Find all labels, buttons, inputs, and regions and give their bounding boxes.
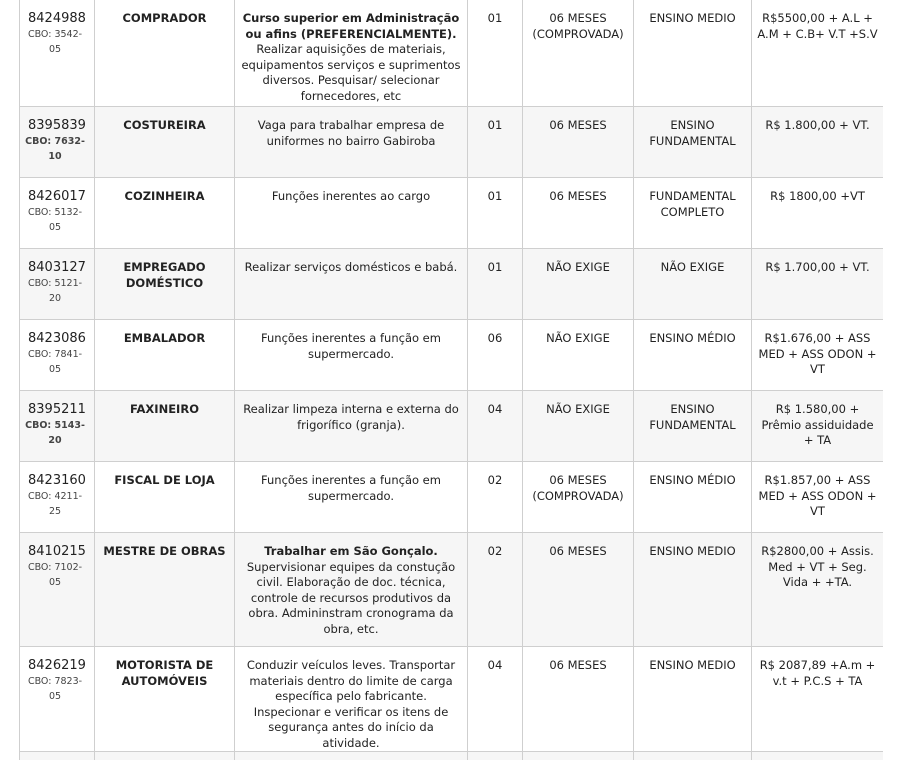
experience-required: NÃO EXIGE bbox=[523, 249, 634, 320]
cbo-code: CBO: 5132-05 bbox=[27, 207, 83, 233]
table-row bbox=[20, 391, 884, 462]
empty-cell bbox=[752, 752, 884, 760]
cbo-code: CBO: 7632-10 bbox=[25, 136, 85, 162]
job-code-cell bbox=[20, 647, 95, 752]
job-code: 8395211 bbox=[28, 402, 86, 417]
education-required: NÃO EXIGE bbox=[634, 249, 752, 320]
vacancies-count: 04 bbox=[468, 647, 523, 752]
cbo-code: CBO: 5121-20 bbox=[27, 278, 83, 304]
job-code: 8423160 bbox=[28, 473, 86, 488]
job-code-cell bbox=[20, 107, 95, 178]
job-title: EMPREGADO DOMÉSTICO bbox=[95, 249, 235, 320]
job-code-cell bbox=[20, 533, 95, 647]
vacancies-count: 01 bbox=[468, 249, 523, 320]
job-description: Supervisionar equipes da constução civil. Elaboração de doc. técnica, controle de recursos produtivos da obra. Admininstram cronograma da obra, etc. bbox=[246, 559, 456, 636]
job-description: Realizar aquisições de materiais, equipamentos serviços e suprimentos diversos. Pesquisar/ selecionar fornecedores, etc bbox=[241, 42, 461, 103]
table-row bbox=[20, 752, 884, 760]
table-row bbox=[20, 647, 884, 752]
experience-required: 06 MESES (COMPROVADA) bbox=[523, 462, 634, 533]
experience-required: 06 MESES bbox=[523, 107, 634, 178]
job-code-cell bbox=[20, 391, 95, 462]
job-description-highlight: Curso superior em Administração ou afins (PREFERENCIALMENTE). bbox=[242, 11, 460, 41]
education-required: ENSINO FUNDAMENTAL bbox=[634, 391, 752, 462]
job-description-cell bbox=[235, 533, 468, 647]
empty-cell bbox=[235, 752, 468, 760]
cbo-code: CBO: 7823-05 bbox=[27, 676, 83, 702]
job-code-cell bbox=[20, 462, 95, 533]
vacancies-count: 02 bbox=[468, 462, 523, 533]
job-code: 8395839 bbox=[28, 118, 86, 133]
cbo-code: CBO: 3542-05 bbox=[27, 29, 83, 55]
job-description-highlight: Trabalhar em São Gonçalo. bbox=[264, 544, 438, 558]
vacancies-count: 02 bbox=[468, 533, 523, 647]
vacancies-count: 01 bbox=[468, 0, 523, 107]
table-row bbox=[20, 533, 884, 647]
salary-benefits: R$2800,00 + Assis. Med + VT + Seg. Vida + +TA. bbox=[752, 533, 884, 647]
experience-required: NÃO EXIGE bbox=[523, 320, 634, 391]
empty-cell bbox=[20, 752, 95, 760]
job-code: 8424988 bbox=[28, 11, 86, 26]
job-title: MESTRE DE OBRAS bbox=[95, 533, 235, 647]
job-description: Realizar serviços domésticos e babá. bbox=[244, 260, 458, 274]
job-code-cell bbox=[20, 249, 95, 320]
salary-benefits: R$ 1.580,00 + Prêmio assiduidade + TA bbox=[752, 391, 884, 462]
job-listings-table bbox=[19, 0, 883, 760]
job-title: FISCAL DE LOJA bbox=[95, 462, 235, 533]
education-required: ENSINO MÉDIO bbox=[634, 320, 752, 391]
experience-required: 06 MESES bbox=[523, 178, 634, 249]
job-title: COSTUREIRA bbox=[95, 107, 235, 178]
experience-required: NÃO EXIGE bbox=[523, 391, 634, 462]
cbo-code: CBO: 5143-20 bbox=[25, 420, 85, 446]
job-code: 8426017 bbox=[28, 189, 86, 204]
job-description-cell bbox=[235, 249, 468, 320]
cbo-code: CBO: 4211-25 bbox=[27, 491, 83, 517]
salary-benefits: R$5500,00 + A.L + A.M + C.B+ V.T +S.V bbox=[752, 0, 884, 107]
salary-benefits: R$ 2087,89 +A.m + v.t + P.C.S + TA bbox=[752, 647, 884, 752]
job-code-cell bbox=[20, 178, 95, 249]
job-description: Conduzir veículos leves. Transportar materiais dentro do limite de carga específica pelo fabricante. Inspecionar e verificar os itens de segurança antes do início da atividade. bbox=[246, 658, 456, 750]
experience-required: 06 MESES (COMPROVADA) bbox=[523, 0, 634, 107]
empty-cell bbox=[523, 752, 634, 760]
empty-cell bbox=[468, 752, 523, 760]
vacancies-count: 01 bbox=[468, 107, 523, 178]
job-listings-table-container bbox=[19, 0, 883, 760]
table-row bbox=[20, 462, 884, 533]
salary-benefits: R$ 1.700,00 + VT. bbox=[752, 249, 884, 320]
salary-benefits: R$1.857,00 + ASS MED + ASS ODON + VT bbox=[752, 462, 884, 533]
job-title: COMPRADOR bbox=[95, 0, 235, 107]
table-row bbox=[20, 178, 884, 249]
job-description: Realizar limpeza interna e externa do frigorífico (granja). bbox=[243, 402, 459, 432]
table-row bbox=[20, 0, 884, 107]
job-description-cell bbox=[235, 107, 468, 178]
salary-benefits: R$ 1.800,00 + VT. bbox=[752, 107, 884, 178]
education-required: ENSINO MEDIO bbox=[634, 533, 752, 647]
cbo-code: CBO: 7102-05 bbox=[27, 562, 83, 588]
salary-benefits: R$1.676,00 + ASS MED + ASS ODON + VT bbox=[752, 320, 884, 391]
table-row bbox=[20, 320, 884, 391]
job-description-cell bbox=[235, 320, 468, 391]
education-required: FUNDAMENTAL COMPLETO bbox=[634, 178, 752, 249]
job-description-cell bbox=[235, 462, 468, 533]
experience-required: 06 MESES bbox=[523, 533, 634, 647]
table-row bbox=[20, 107, 884, 178]
salary-benefits: R$ 1800,00 +VT bbox=[752, 178, 884, 249]
job-code-cell bbox=[20, 320, 95, 391]
job-code: 8423086 bbox=[28, 331, 86, 346]
job-description-cell bbox=[235, 647, 468, 752]
job-title: FAXINEIRO bbox=[95, 391, 235, 462]
job-description: Funções inerentes a função em supermercado. bbox=[261, 473, 441, 503]
empty-cell bbox=[95, 752, 235, 760]
job-code: 8403127 bbox=[28, 260, 86, 275]
job-code-cell bbox=[20, 0, 95, 107]
job-description-cell bbox=[235, 391, 468, 462]
job-title: COZINHEIRA bbox=[95, 178, 235, 249]
job-description-cell bbox=[235, 0, 468, 107]
cbo-code: CBO: 7841-05 bbox=[27, 349, 83, 375]
education-required: ENSINO MEDIO bbox=[634, 0, 752, 107]
experience-required: 06 MESES bbox=[523, 647, 634, 752]
vacancies-count: 06 bbox=[468, 320, 523, 391]
education-required: ENSINO FUNDAMENTAL bbox=[634, 107, 752, 178]
empty-cell bbox=[634, 752, 752, 760]
education-required: ENSINO MEDIO bbox=[634, 647, 752, 752]
job-description: Funções inerentes ao cargo bbox=[271, 189, 431, 203]
job-description: Vaga para trabalhar empresa de uniformes no bairro Gabiroba bbox=[257, 118, 445, 148]
vacancies-count: 04 bbox=[468, 391, 523, 462]
table-row bbox=[20, 249, 884, 320]
job-code: 8410215 bbox=[28, 544, 86, 559]
job-code: 8426219 bbox=[28, 658, 86, 673]
education-required: ENSINO MÉDIO bbox=[634, 462, 752, 533]
vacancies-count: 01 bbox=[468, 178, 523, 249]
job-description-cell bbox=[235, 178, 468, 249]
job-title: MOTORISTA DE AUTOMÓVEIS bbox=[95, 647, 235, 752]
job-title: EMBALADOR bbox=[95, 320, 235, 391]
job-description: Funções inerentes a função em supermercado. bbox=[261, 331, 441, 361]
